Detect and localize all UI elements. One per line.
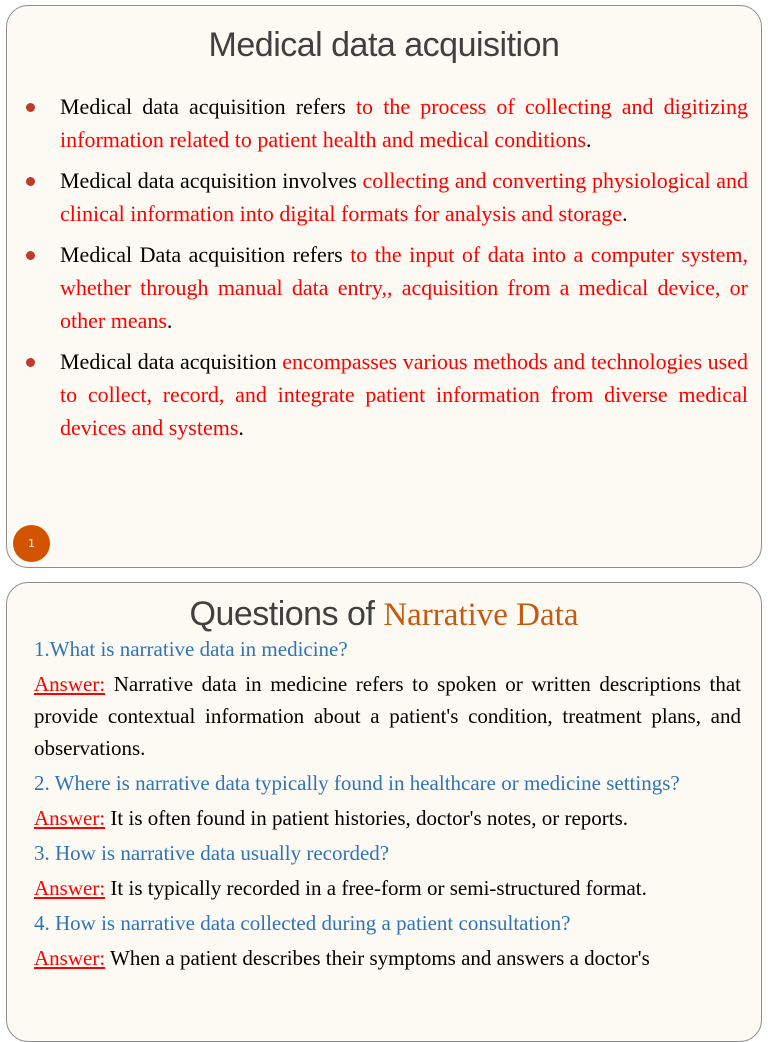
bullet-dot-icon	[26, 251, 35, 260]
question: 1.What is narrative data in medicine?	[34, 637, 348, 661]
answer-label: Answer:	[34, 876, 106, 900]
answer-label: Answer:	[34, 806, 106, 830]
bullet-item: Medical data acquisition involves collecting and converting physiological and clinical information into digital formats for analysis and storage.	[21, 164, 748, 230]
highlight-text: encompasses various methods and technologies used to collect, record, and integrate patient information from diverse medical devices and systems	[60, 349, 748, 440]
answer: Answer: Narrative data in medicine refers to spoken or written descriptions that provide contextual information about a patient's condition, treatment plans, and observations.	[34, 672, 741, 760]
slide-medical-data-acquisition	[6, 5, 762, 568]
slide-title: Questions of Narrative Data	[189, 595, 579, 633]
answer: Answer: It is often found in patient histories, doctor's notes, or reports.	[34, 806, 629, 830]
bullet-item: Medical data acquisition encompasses various methods and technologies used to collect, record, and integrate patient information from diverse medical devices and systems.	[21, 345, 748, 444]
answer: Answer: When a patient describes their symptoms and answers a doctor's	[34, 946, 650, 970]
page-number-badge: 1	[13, 525, 50, 562]
answer-label: Answer:	[34, 672, 106, 696]
question: 2. Where is narrative data typically found in healthcare or medicine settings?	[34, 771, 680, 795]
highlight-text: to the input of data into a computer system, whether through manual data entry,, acquisition from a medical device, or other means	[60, 242, 748, 333]
question: 4. How is narrative data collected during a patient consultation?	[34, 911, 571, 935]
answer-label: Answer:	[34, 946, 106, 970]
qa-list	[34, 633, 741, 977]
slide-questions-narrative-data	[6, 582, 762, 1042]
bullet-item: Medical Data acquisition refers to the input of data into a computer system, whether through manual data entry,, acquisition from a medical device, or other means.	[21, 238, 748, 337]
highlight-text: to the process of collecting and digitizing information related to patient health and medical conditions	[60, 94, 748, 152]
title-accent: Narrative Data	[383, 597, 579, 633]
question: 3. How is narrative data usually recorded?	[34, 841, 390, 865]
bullet-item: Medical data acquisition refers to the process of collecting and digitizing information related to patient health and medical conditions.	[21, 90, 748, 156]
highlight-text: collecting and converting physiological and clinical information into digital formats for analysis and storage	[60, 168, 748, 226]
bullet-dot-icon	[26, 103, 35, 112]
bullet-dot-icon	[26, 358, 35, 367]
slide-title: Medical data acquisition	[208, 26, 560, 64]
bullet-list	[21, 90, 748, 452]
bullet-dot-icon	[26, 177, 35, 186]
answer: Answer: It is typically recorded in a free-form or semi-structured format.	[34, 876, 647, 900]
